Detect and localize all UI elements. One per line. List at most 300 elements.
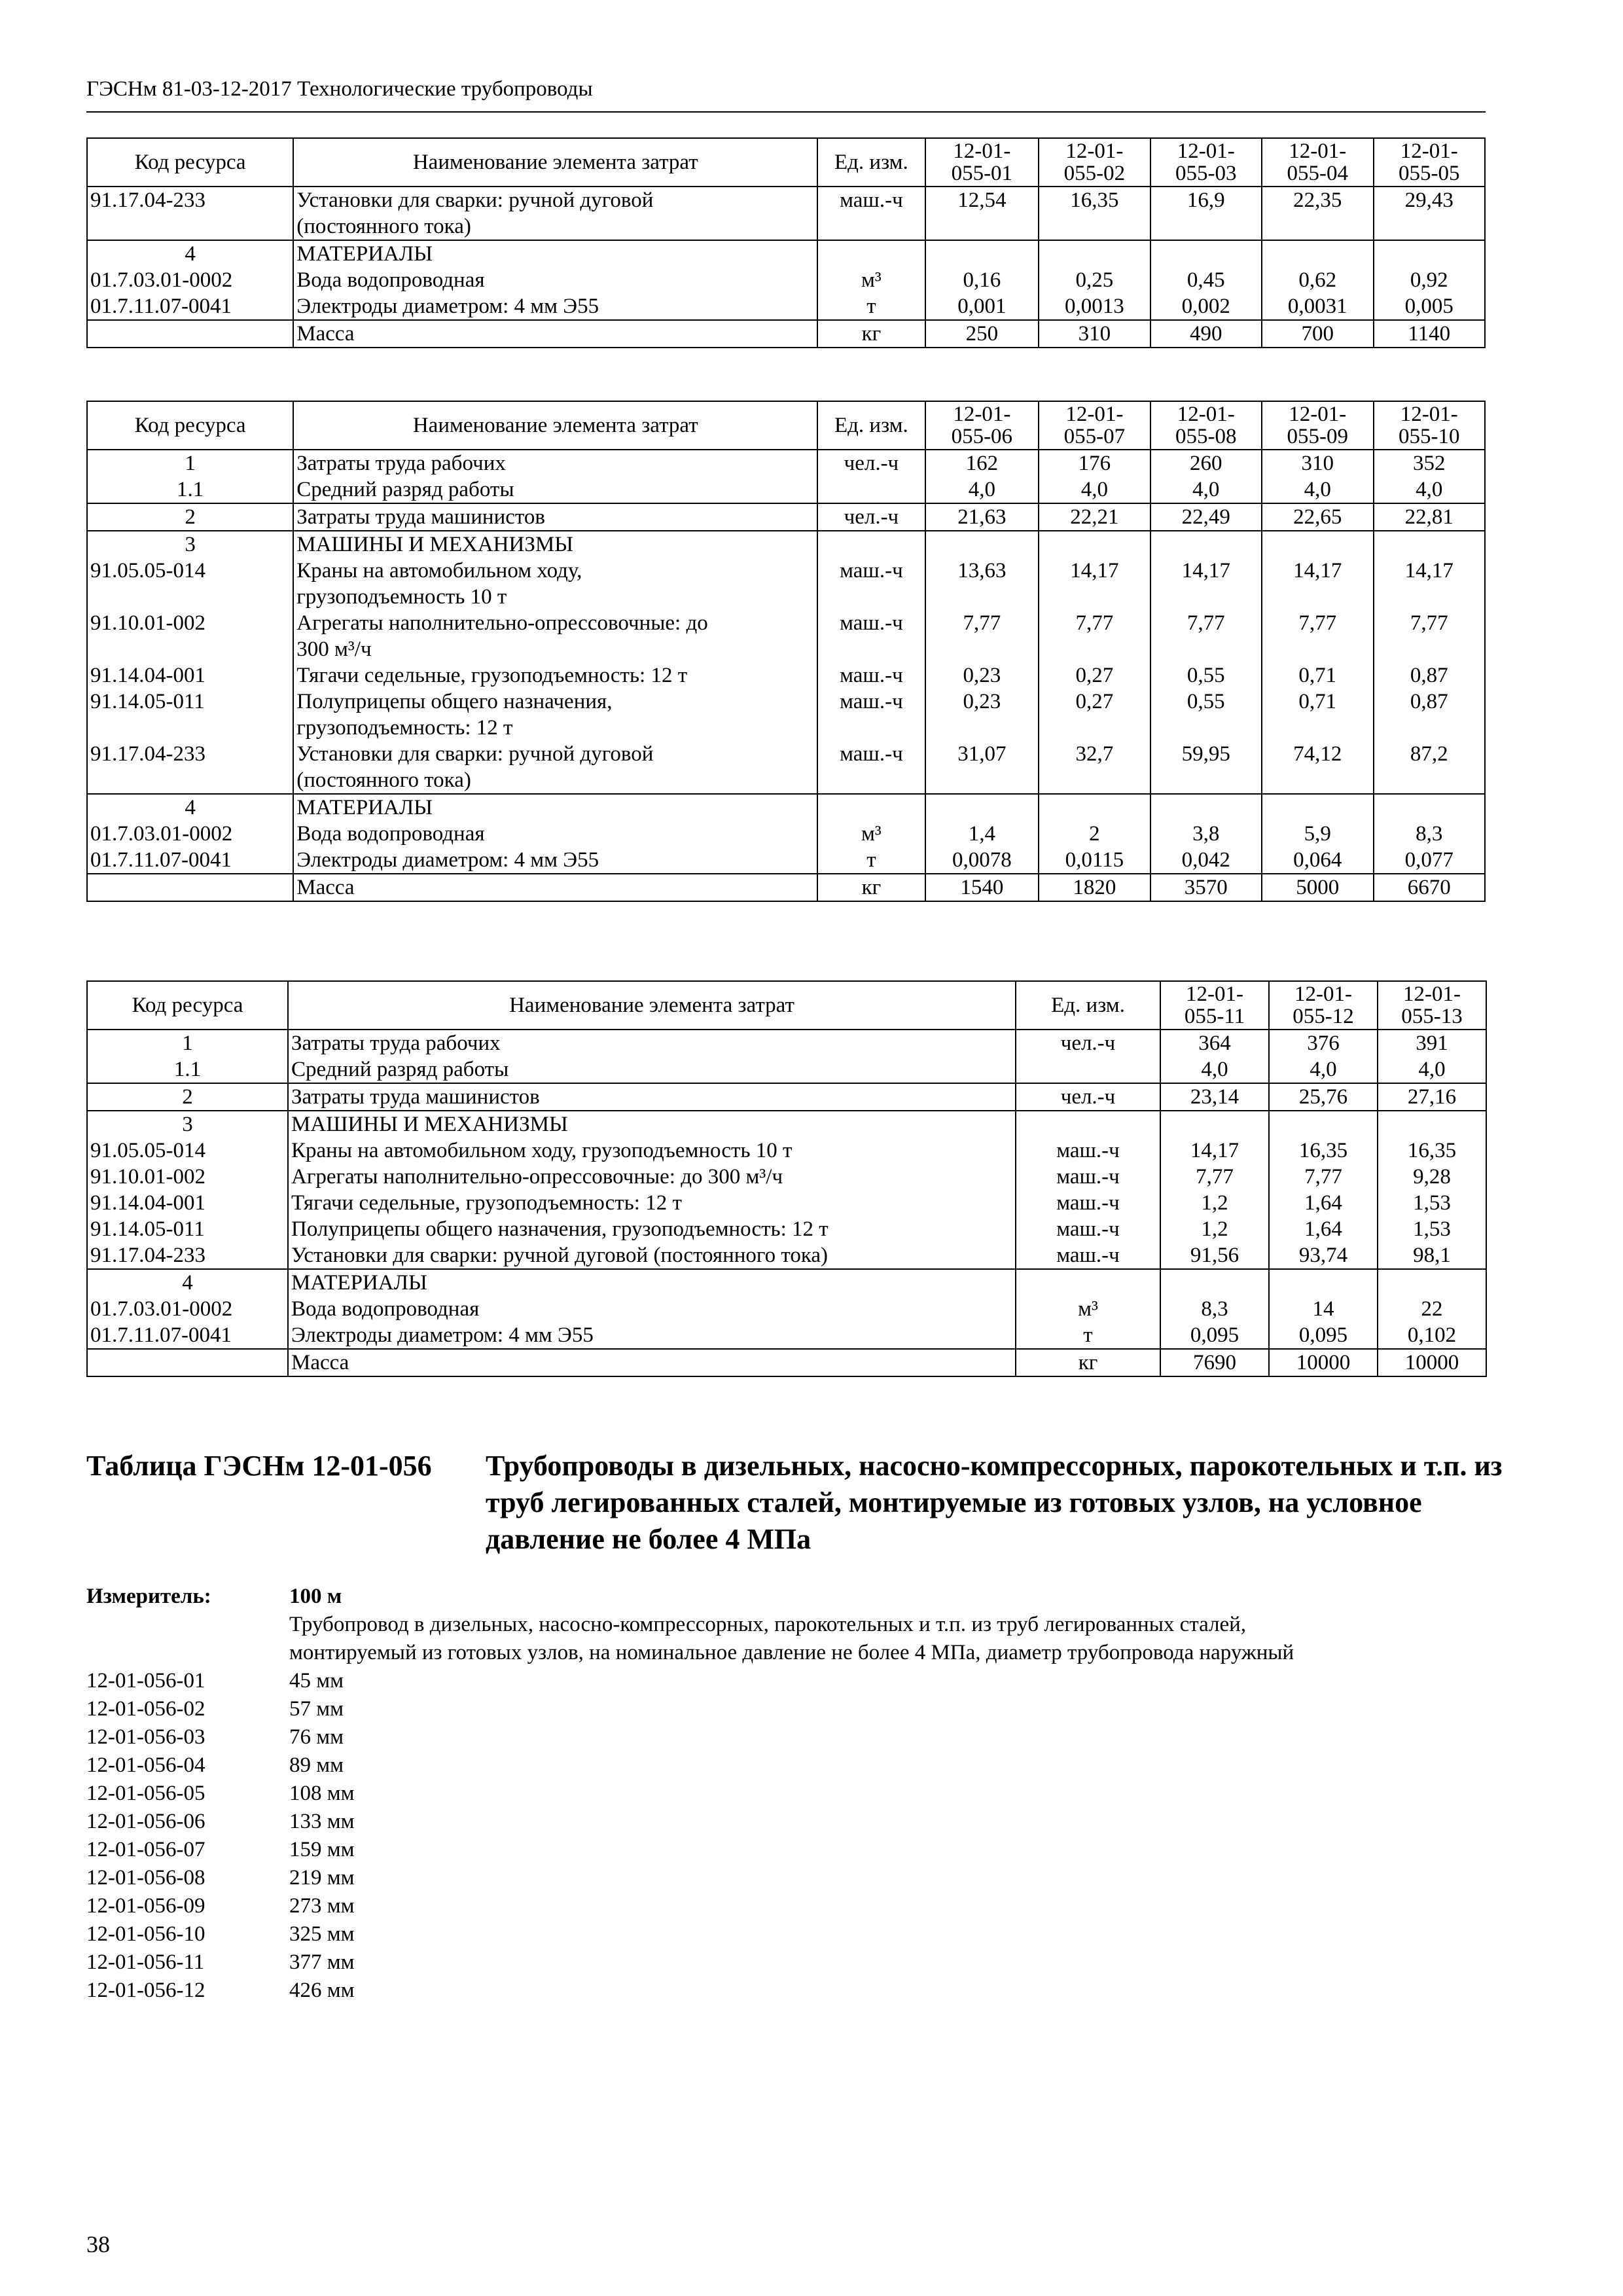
table-row <box>87 558 1485 610</box>
resource-code: 1 <box>87 450 293 476</box>
norm-value <box>1374 531 1486 558</box>
table-row <box>87 267 1485 293</box>
list-item <box>86 1948 1487 1977</box>
norm-value: 7,77 <box>1262 610 1373 662</box>
header-unit: Ед. изм. <box>817 138 925 187</box>
cost-element-name: МАШИНЫ И МЕХАНИЗМЫ <box>288 1111 1016 1138</box>
norm-value: 0,55 <box>1150 662 1262 689</box>
header-norm-code: 12-01- 055-08 <box>1150 401 1262 450</box>
header-norm-code: 12-01- 055-01 <box>925 138 1039 187</box>
unit <box>817 240 925 267</box>
norm-value: 0,71 <box>1262 689 1373 741</box>
resource-code: 4 <box>87 794 293 821</box>
norm-value: 32,7 <box>1039 741 1150 794</box>
table-row <box>87 1138 1486 1164</box>
unit: чел.-ч <box>1016 1030 1160 1056</box>
pipe-diameter: 325 мм <box>289 1922 355 1946</box>
resource-code: 2 <box>87 1083 288 1111</box>
norm-value: 22,21 <box>1039 503 1150 531</box>
norm-value: 98,1 <box>1378 1242 1486 1269</box>
cost-element-name: Электроды диаметром: 4 мм Э55 <box>288 1322 1016 1349</box>
table-row <box>87 1216 1486 1242</box>
norm-value <box>925 531 1039 558</box>
norm-value: 74,12 <box>1262 741 1373 794</box>
norm-value: 0,064 <box>1262 847 1373 874</box>
resource-code: 01.7.11.07-0041 <box>87 293 293 320</box>
norm-value: 4,0 <box>925 476 1039 503</box>
norm-value: 14 <box>1269 1296 1378 1322</box>
norm-value: 1,53 <box>1378 1216 1486 1242</box>
unit: маш.-ч <box>1016 1242 1160 1269</box>
norm-value: 12,54 <box>925 187 1039 240</box>
unit: маш.-ч <box>817 741 925 794</box>
resource-code: 01.7.03.01-0002 <box>87 1296 288 1322</box>
norm-value: 14,17 <box>1150 558 1262 610</box>
table-row <box>87 847 1485 874</box>
measure-desc-2: монтируемый из готовых узлов, на номинальное давление не более 4 МПа, диаметр трубопровода наружный <box>289 1641 1294 1664</box>
header-unit: Ед. изм. <box>817 401 925 450</box>
norm-value: 0,095 <box>1269 1322 1378 1349</box>
table-header-row <box>87 401 1485 450</box>
list-item <box>86 1723 1487 1751</box>
norm-value: 16,35 <box>1039 187 1150 240</box>
norm-value: 3570 <box>1150 874 1262 901</box>
norm-value: 4,0 <box>1160 1056 1269 1083</box>
table-row <box>87 794 1485 821</box>
norm-value: 260 <box>1150 450 1262 476</box>
unit: т <box>1016 1322 1160 1349</box>
norm-value: 0,45 <box>1150 267 1262 293</box>
unit: м³ <box>1016 1296 1160 1322</box>
pipe-diameter: 89 мм <box>289 1753 344 1777</box>
cost-element-name: Установки для сварки: ручной дуговой (постоянного тока) <box>288 1242 1016 1269</box>
norm-value <box>1039 794 1150 821</box>
norm-value: 1,64 <box>1269 1190 1378 1216</box>
table-row <box>87 689 1485 741</box>
unit <box>1016 1111 1160 1138</box>
table-row <box>87 1349 1486 1376</box>
norm-value <box>1160 1111 1269 1138</box>
norm-value: 16,35 <box>1378 1138 1486 1164</box>
norm-value: 0,87 <box>1374 689 1486 741</box>
norm-value: 4,0 <box>1150 476 1262 503</box>
cost-element-name: Краны на автомобильном ходу, грузоподъемность 10 т <box>293 558 817 610</box>
norm-value: 0,16 <box>925 267 1039 293</box>
norm-value <box>1039 531 1150 558</box>
pipe-diameter: 76 мм <box>289 1725 344 1749</box>
norm-value: 364 <box>1160 1030 1269 1056</box>
header-norm-code: 12-01- 055-09 <box>1262 401 1373 450</box>
cost-element-name: Тягачи седельные, грузоподъемность: 12 т <box>288 1190 1016 1216</box>
resource-code: 3 <box>87 531 293 558</box>
norm-value: 29,43 <box>1374 187 1486 240</box>
table-row <box>87 476 1485 503</box>
cost-element-name: Затраты труда машинистов <box>293 503 817 531</box>
list-item <box>86 1751 1487 1780</box>
unit: м³ <box>817 821 925 847</box>
resource-code <box>87 1349 288 1376</box>
norm-value <box>1378 1111 1486 1138</box>
norm-code: 12-01-056-06 <box>86 1810 205 1833</box>
resource-code: 91.14.05-011 <box>87 689 293 741</box>
norm-value: 22,81 <box>1374 503 1486 531</box>
norm-code: 12-01-056-11 <box>86 1950 205 1974</box>
list-item <box>86 1836 1487 1864</box>
norm-value <box>925 240 1039 267</box>
norm-value: 6670 <box>1374 874 1486 901</box>
norm-value: 0,27 <box>1039 689 1150 741</box>
table-row <box>87 1242 1486 1269</box>
unit: кг <box>817 320 925 348</box>
unit <box>817 794 925 821</box>
norm-value: 490 <box>1150 320 1262 348</box>
pipe-diameter: 377 мм <box>289 1950 355 1974</box>
norm-value: 93,74 <box>1269 1242 1378 1269</box>
header-norm-code: 12-01- 055-07 <box>1039 401 1150 450</box>
table-row <box>87 1083 1486 1111</box>
cost-element-name: Полуприцепы общего назначения, грузоподъемность: 12 т <box>293 689 817 741</box>
resource-code: 91.17.04-233 <box>87 741 293 794</box>
norm-value <box>1039 240 1150 267</box>
header-norm-code: 12-01- 055-03 <box>1150 138 1262 187</box>
table-row <box>87 1269 1486 1296</box>
pipe-diameter: 133 мм <box>289 1810 355 1833</box>
unit: м³ <box>817 267 925 293</box>
norm-value: 0,23 <box>925 689 1039 741</box>
norm-value: 7,77 <box>1160 1164 1269 1190</box>
norm-value: 59,95 <box>1150 741 1262 794</box>
norm-value: 2 <box>1039 821 1150 847</box>
unit: маш.-ч <box>817 662 925 689</box>
norm-value <box>1269 1269 1378 1296</box>
cost-element-name: Масса <box>288 1349 1016 1376</box>
cost-element-name: Электроды диаметром: 4 мм Э55 <box>293 293 817 320</box>
unit <box>817 531 925 558</box>
unit: т <box>817 293 925 320</box>
norm-value: 0,095 <box>1160 1322 1269 1349</box>
norm-code: 12-01-056-04 <box>86 1753 205 1777</box>
header-norm-code: 12-01- 055-05 <box>1374 138 1486 187</box>
unit <box>1016 1269 1160 1296</box>
header-name: Наименование элемента затрат <box>293 401 817 450</box>
resource-code: 91.17.04-233 <box>87 187 293 240</box>
resource-code: 91.14.05-011 <box>87 1216 288 1242</box>
norm-value: 7,77 <box>1269 1164 1378 1190</box>
norm-code: 12-01-056-03 <box>86 1725 205 1749</box>
norm-value: 310 <box>1039 320 1150 348</box>
cost-table-1 <box>86 137 1486 348</box>
norm-value: 9,28 <box>1378 1164 1486 1190</box>
cost-element-name: Затраты труда рабочих <box>293 450 817 476</box>
norm-value: 0,0115 <box>1039 847 1150 874</box>
norm-value: 5,9 <box>1262 821 1373 847</box>
list-item <box>86 1892 1487 1920</box>
cost-element-name: Полуприцепы общего назначения, грузоподъемность: 12 т <box>288 1216 1016 1242</box>
header-code: Код ресурса <box>87 401 293 450</box>
norm-value: 25,76 <box>1269 1083 1378 1111</box>
unit: маш.-ч <box>817 610 925 662</box>
table-row <box>87 1164 1486 1190</box>
norm-value: 27,16 <box>1378 1083 1486 1111</box>
resource-code: 91.10.01-002 <box>87 1164 288 1190</box>
norm-value: 4,0 <box>1262 476 1373 503</box>
norm-value: 22 <box>1378 1296 1486 1322</box>
unit: маш.-ч <box>817 689 925 741</box>
cost-element-name: Тягачи седельные, грузоподъемность: 12 т <box>293 662 817 689</box>
norm-value <box>1374 794 1486 821</box>
norm-value <box>1160 1269 1269 1296</box>
norm-value <box>925 794 1039 821</box>
resource-code: 01.7.11.07-0041 <box>87 1322 288 1349</box>
norm-value: 376 <box>1269 1030 1378 1056</box>
cost-element-name: МАШИНЫ И МЕХАНИЗМЫ <box>293 531 817 558</box>
resource-code: 91.14.04-001 <box>87 662 293 689</box>
resource-code: 4 <box>87 240 293 267</box>
cost-element-name: МАТЕРИАЛЫ <box>293 794 817 821</box>
norm-value: 14,17 <box>1374 558 1486 610</box>
unit: кг <box>1016 1349 1160 1376</box>
table-row <box>87 1056 1486 1083</box>
cost-element-name: МАТЕРИАЛЫ <box>293 240 817 267</box>
norm-value: 31,07 <box>925 741 1039 794</box>
norm-value: 1,64 <box>1269 1216 1378 1242</box>
resource-code: 1.1 <box>87 476 293 503</box>
norm-value <box>1269 1111 1378 1138</box>
cost-element-name: Вода водопроводная <box>293 821 817 847</box>
table-row <box>87 187 1485 240</box>
norm-value: 4,0 <box>1378 1056 1486 1083</box>
cost-element-name: Масса <box>293 874 817 901</box>
header-norm-code: 12-01- 055-11 <box>1160 981 1269 1030</box>
running-header: ГЭСНм 81-03-12-2017 Технологические трубопроводы <box>86 77 1486 113</box>
header-code: Код ресурса <box>87 138 293 187</box>
norm-value: 700 <box>1262 320 1373 348</box>
norm-value: 0,87 <box>1374 662 1486 689</box>
cost-table-3 <box>86 980 1487 1377</box>
norm-value: 22,35 <box>1262 187 1373 240</box>
resource-code: 01.7.03.01-0002 <box>87 821 293 847</box>
norm-value <box>1150 531 1262 558</box>
table-header-row <box>87 138 1485 187</box>
norm-code: 12-01-056-05 <box>86 1782 205 1805</box>
measure-block <box>86 1583 1487 2005</box>
table-row <box>87 741 1485 794</box>
resource-code: 01.7.03.01-0002 <box>87 267 293 293</box>
cost-table-2 <box>86 401 1486 902</box>
norm-value: 7,77 <box>925 610 1039 662</box>
pipe-diameter: 219 мм <box>289 1866 355 1890</box>
resource-code: 91.14.04-001 <box>87 1190 288 1216</box>
cost-element-name: Электроды диаметром: 4 мм Э55 <box>293 847 817 874</box>
unit: маш.-ч <box>817 558 925 610</box>
norm-value: 1820 <box>1039 874 1150 901</box>
unit: маш.-ч <box>1016 1164 1160 1190</box>
table-row <box>87 610 1485 662</box>
list-item <box>86 1864 1487 1892</box>
norm-value: 22,49 <box>1150 503 1262 531</box>
unit <box>1016 1056 1160 1083</box>
norm-value: 7690 <box>1160 1349 1269 1376</box>
norm-code: 12-01-056-12 <box>86 1979 205 2002</box>
norm-value: 23,14 <box>1160 1083 1269 1111</box>
norm-value: 250 <box>925 320 1039 348</box>
list-item <box>86 1808 1487 1836</box>
cost-element-name: Средний разряд работы <box>293 476 817 503</box>
norm-value: 1,4 <box>925 821 1039 847</box>
norm-value: 0,0013 <box>1039 293 1150 320</box>
norm-value: 0,001 <box>925 293 1039 320</box>
unit: кг <box>817 874 925 901</box>
norm-value <box>1150 240 1262 267</box>
norm-value: 0,0031 <box>1262 293 1373 320</box>
norm-value: 162 <box>925 450 1039 476</box>
cost-element-name: Вода водопроводная <box>293 267 817 293</box>
norm-value <box>1262 531 1373 558</box>
cost-element-name: Установки для сварки: ручной дуговой (постоянного тока) <box>293 741 817 794</box>
norm-value: 352 <box>1374 450 1486 476</box>
norm-code: 12-01-056-09 <box>86 1894 205 1918</box>
resource-code: 1 <box>87 1030 288 1056</box>
norm-value: 1140 <box>1374 320 1486 348</box>
table-row <box>87 662 1485 689</box>
table-row <box>87 320 1485 348</box>
table-row <box>87 821 1485 847</box>
norm-value: 91,56 <box>1160 1242 1269 1269</box>
norm-value: 10000 <box>1269 1349 1378 1376</box>
header-norm-code: 12-01- 055-12 <box>1269 981 1378 1030</box>
norm-value <box>1374 240 1486 267</box>
table-row <box>87 1111 1486 1138</box>
norm-value: 0,005 <box>1374 293 1486 320</box>
resource-code <box>87 320 293 348</box>
norm-value: 5000 <box>1262 874 1373 901</box>
list-item <box>86 1977 1487 2005</box>
norm-code: 12-01-056-02 <box>86 1697 205 1721</box>
norm-value <box>1378 1269 1486 1296</box>
norm-value: 16,35 <box>1269 1138 1378 1164</box>
norm-value: 13,63 <box>925 558 1039 610</box>
norm-value: 391 <box>1378 1030 1486 1056</box>
table-row <box>87 531 1485 558</box>
norm-value: 4,0 <box>1269 1056 1378 1083</box>
header-norm-code: 12-01- 055-02 <box>1039 138 1150 187</box>
unit: маш.-ч <box>1016 1216 1160 1242</box>
cost-element-name: Краны на автомобильном ходу, грузоподъемность 10 т <box>288 1138 1016 1164</box>
header-name: Наименование элемента затрат <box>293 138 817 187</box>
pipe-diameter: 159 мм <box>289 1838 355 1861</box>
list-item <box>86 1920 1487 1948</box>
resource-code: 91.10.01-002 <box>87 610 293 662</box>
norm-value <box>1262 794 1373 821</box>
norm-value: 1,2 <box>1160 1190 1269 1216</box>
resource-code: 3 <box>87 1111 288 1138</box>
norm-value: 0,71 <box>1262 662 1373 689</box>
cost-element-name: МАТЕРИАЛЫ <box>288 1269 1016 1296</box>
norm-value: 7,77 <box>1039 610 1150 662</box>
header-unit: Ед. изм. <box>1016 981 1160 1030</box>
resource-code: 91.17.04-233 <box>87 1242 288 1269</box>
table-row <box>87 450 1485 476</box>
norm-value: 0,0078 <box>925 847 1039 874</box>
table-title: Трубопроводы в дизельных, насосно-компрессорных, парокотельных и т.п. из труб легированных сталей, монтируемые из готовых узлов, на условное давление не более 4 МПа <box>486 1450 1503 1555</box>
unit <box>817 476 925 503</box>
cost-element-name: Агрегаты наполнительно-опрессовочные: до 300 м³/ч <box>293 610 817 662</box>
norm-value: 0,002 <box>1150 293 1262 320</box>
table-label: Таблица ГЭСНм 12-01-056 <box>86 1450 432 1482</box>
norm-value: 3,8 <box>1150 821 1262 847</box>
page-number: 38 <box>86 2231 110 2257</box>
norm-value: 4,0 <box>1374 476 1486 503</box>
table-row <box>87 1190 1486 1216</box>
norm-value: 14,17 <box>1039 558 1150 610</box>
norm-code: 12-01-056-10 <box>86 1922 205 1946</box>
measure-value: 100 м <box>289 1585 342 1608</box>
table-row <box>87 503 1485 531</box>
table-row <box>87 1296 1486 1322</box>
header-norm-code: 12-01- 055-04 <box>1262 138 1373 187</box>
norm-value: 4,0 <box>1039 476 1150 503</box>
norm-value: 1540 <box>925 874 1039 901</box>
list-item <box>86 1780 1487 1808</box>
unit: маш.-ч <box>1016 1190 1160 1216</box>
resource-code: 4 <box>87 1269 288 1296</box>
norm-value: 0,042 <box>1150 847 1262 874</box>
header-name: Наименование элемента затрат <box>288 981 1016 1030</box>
resource-code <box>87 874 293 901</box>
norm-value: 7,77 <box>1150 610 1262 662</box>
norm-value: 22,65 <box>1262 503 1373 531</box>
unit: маш.-ч <box>817 187 925 240</box>
table-row <box>87 1322 1486 1349</box>
resource-code: 2 <box>87 503 293 531</box>
cost-element-name: Вода водопроводная <box>288 1296 1016 1322</box>
table-row <box>87 874 1485 901</box>
norm-value: 1,2 <box>1160 1216 1269 1242</box>
table-row <box>87 293 1485 320</box>
norm-value: 16,9 <box>1150 187 1262 240</box>
norm-value: 176 <box>1039 450 1150 476</box>
norm-code: 12-01-056-07 <box>86 1838 205 1861</box>
cost-element-name: Масса <box>293 320 817 348</box>
cost-element-name: Средний разряд работы <box>288 1056 1016 1083</box>
list-item <box>86 1667 1487 1695</box>
norm-value: 14,17 <box>1160 1138 1269 1164</box>
pipe-diameter: 273 мм <box>289 1894 355 1918</box>
header-norm-code: 12-01- 055-06 <box>925 401 1039 450</box>
norm-value: 0,23 <box>925 662 1039 689</box>
unit: чел.-ч <box>817 450 925 476</box>
norm-value: 0,27 <box>1039 662 1150 689</box>
pipe-diameter: 426 мм <box>289 1979 355 2002</box>
norm-value <box>1262 240 1373 267</box>
list-item <box>86 1695 1487 1723</box>
norm-value: 0,102 <box>1378 1322 1486 1349</box>
resource-code: 91.05.05-014 <box>87 558 293 610</box>
measure-label: Измеритель: <box>86 1585 211 1608</box>
cost-element-name: Агрегаты наполнительно-опрессовочные: до 300 м³/ч <box>288 1164 1016 1190</box>
norm-code: 12-01-056-08 <box>86 1866 205 1890</box>
unit: т <box>817 847 925 874</box>
resource-code: 1.1 <box>87 1056 288 1083</box>
norm-value: 10000 <box>1378 1349 1486 1376</box>
cost-element-name: Затраты труда машинистов <box>288 1083 1016 1111</box>
norm-value: 14,17 <box>1262 558 1373 610</box>
header-norm-code: 12-01- 055-13 <box>1378 981 1486 1030</box>
norm-value: 0,92 <box>1374 267 1486 293</box>
norm-value: 0,25 <box>1039 267 1150 293</box>
norm-value: 87,2 <box>1374 741 1486 794</box>
norm-value: 1,53 <box>1378 1190 1486 1216</box>
